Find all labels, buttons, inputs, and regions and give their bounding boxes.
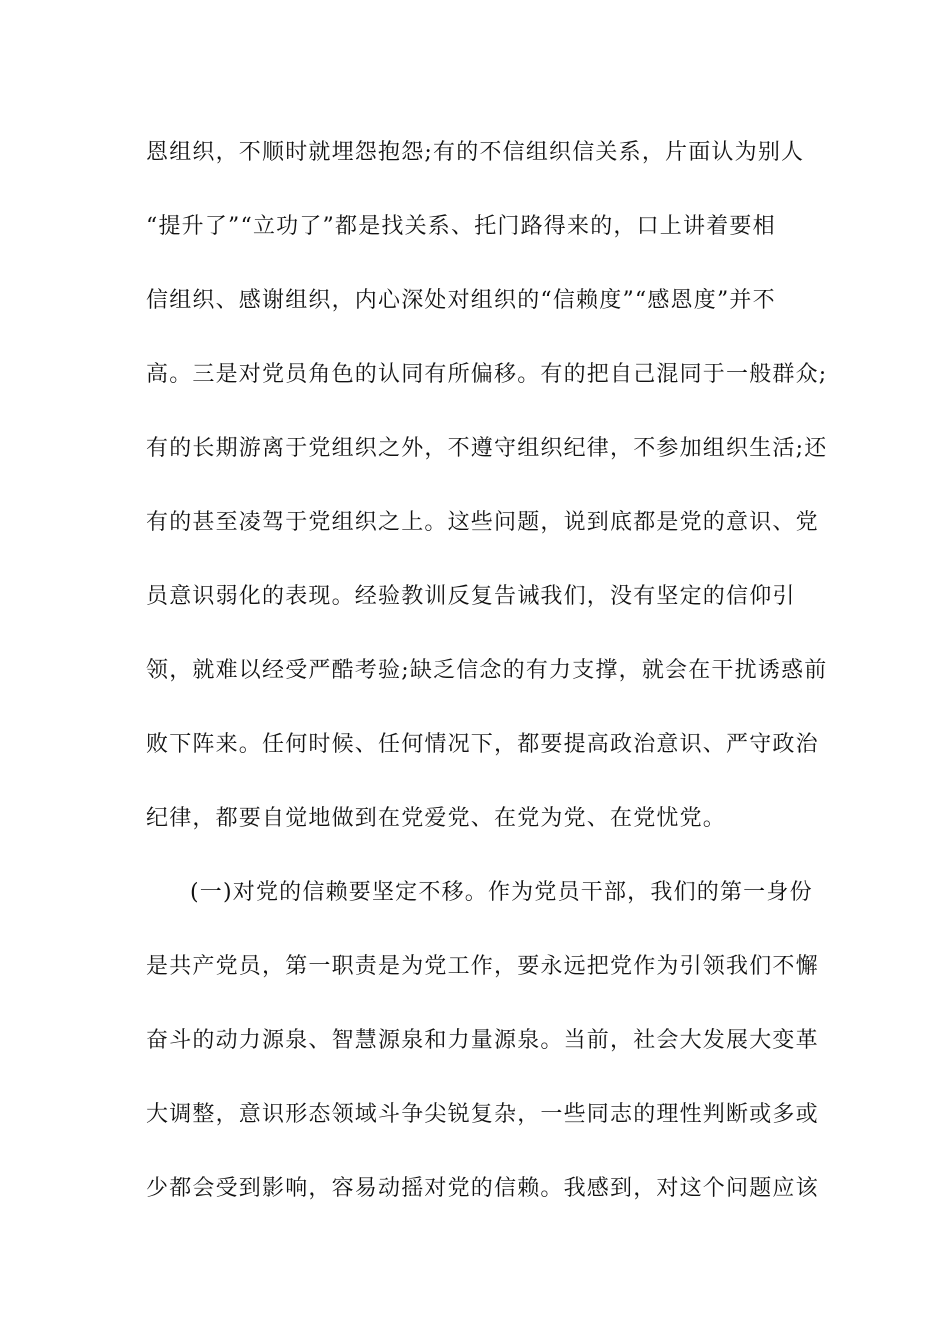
text-line-4: 高。三是对党员角色的认同有所偏移。有的把自己混同于一般群众; [146, 362, 828, 387]
text-line-9: 败下阵来。任何时候、任何情况下，都要提高政治意识、严守政治 [146, 732, 819, 757]
text-line-6: 有的甚至凌驾于党组织之上。这些问题，说到底都是党的意识、党 [146, 510, 819, 535]
section-heading-line: (一)对党的信赖要坚定不移。作为党员干部，我们的第一身份 [190, 880, 813, 905]
text-line-14: 大调整，意识形态领域斗争尖锐复杂，一些同志的理性判断或多或 [146, 1102, 819, 1127]
text-line-8: 领，就难以经受严酷考验;缺乏信念的有力支撑，就会在干扰诱惑前 [146, 658, 828, 683]
text-line-7: 员意识弱化的表现。经验教训反复告诫我们，没有坚定的信仰引 [146, 584, 796, 609]
text-line-1: 恩组织，不顺时就埋怨抱怨;有的不信组织信关系，片面认为别人 [146, 140, 805, 165]
text-line-2: “提升了”“立功了”都是找关系、托门路得来的，口上讲着要相 [146, 214, 776, 239]
text-line-5: 有的长期游离于党组织之外，不遵守组织纪律，不参加组织生活;还 [146, 436, 828, 461]
body-text [146, 130, 828, 1240]
text-line-10: 纪律，都要自觉地做到在党爱党、在党为党、在党忧党。 [146, 806, 727, 831]
text-line-3: 信组织、感谢组织，内心深处对组织的“信赖度”“感恩度”并不 [146, 288, 776, 313]
text-line-13: 奋斗的动力源泉、智慧源泉和力量源泉。当前，社会大发展大变革 [146, 1028, 819, 1053]
text-line-12: 是共产党员，第一职责是为党工作，要永远把党作为引领我们不懈 [146, 954, 819, 979]
text-line-15: 少都会受到影响，容易动摇对党的信赖。我感到，对这个问题应该 [146, 1176, 819, 1201]
